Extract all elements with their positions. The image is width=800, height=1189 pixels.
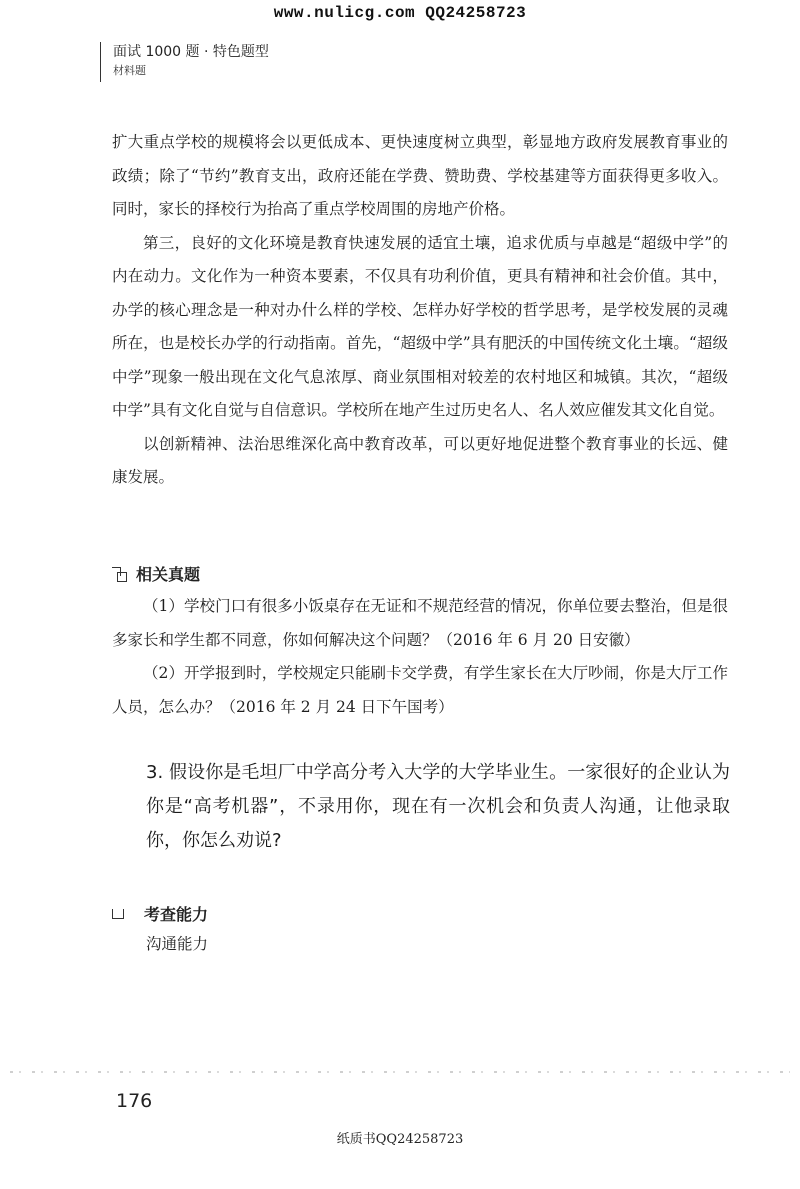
watermark-bottom: 纸质书QQ24258723 [336, 1132, 464, 1147]
paragraph-1: 扩大重点学校的规模将会以更低成本、更快速度树立典型，彰显地方政府发展教育事业的政绩；除了“节约”教育支出，政府还能在学费、赞助费、学校基建等方面获得更多收入。同时，家长的择校行为抬高了重点学校周围的房地产价格。 [112, 133, 728, 218]
ability-section-heading [112, 902, 208, 925]
question-3: 3. 假设你是毛坦厂中学高分考入大学的大学毕业生。一家很好的企业认为你是“高考机器”，不录用你，现在有一次机会和负责人沟通，让他录取你，你怎么劝说? [146, 762, 730, 851]
related-section-heading [112, 562, 200, 585]
paragraph-3: 以创新精神、法治思维深化高中教育改革，可以更好地促进整个教育事业的长远、健康发展。 [112, 434, 728, 486]
paragraph-2: 第三，良好的文化环境是教育快速发展的适宜土壤，追求优质与卓越是“超级中学”的内在动力。文化作为一种资本要素，不仅具有功利价值，更具有精神和社会价值。其中，办学的核心理念是一种对办什么样的学校、怎样办好学校的哲学思考，是学校发展的灵魂所在，也是校长办学的行动指南。首先，“超级中学”具有肥沃的中国传统文化土壤。“超级中学”现象一般出现在文化气息浓厚、商业氛围相对较差的农村地区和城镇。其次，“超级中学”具有文化自觉与自信意识。学校所在地产生过历史名人、名人效应催发其文化自觉。 [112, 233, 728, 419]
running-head-subtitle: 材料题 [113, 64, 146, 77]
ability-section-title: 考查能力 [144, 905, 209, 924]
running-head-title: 面试 1000 题 · 特色题型 [113, 44, 269, 60]
section-marker-icon [112, 567, 126, 581]
running-head [100, 42, 269, 82]
page-number: 176 [116, 1090, 153, 1112]
watermark-top: www.nulicg.com QQ24258723 [273, 4, 527, 22]
related-item-2: （2）开学报到时，学校规定只能刷卡交学费，有学生家长在大厅吵闹，你是大厅工作人员，怎么办？（2016 年 2 月 24 日下午国考） [112, 664, 728, 716]
ability-text: 沟通能力 [146, 935, 209, 953]
related-section-title: 相关真题 [136, 565, 201, 584]
scan-artifact-line [10, 1071, 790, 1073]
related-item-1: （1）学校门口有很多小饭桌存在无证和不规范经营的情况，你单位要去整治，但是很多家长和学生都不同意，你如何解决这个问题？（2016 年 6 月 20 日安徽） [112, 597, 728, 649]
box-marker-icon [112, 909, 124, 919]
body-text [112, 126, 728, 495]
related-items [112, 590, 728, 724]
